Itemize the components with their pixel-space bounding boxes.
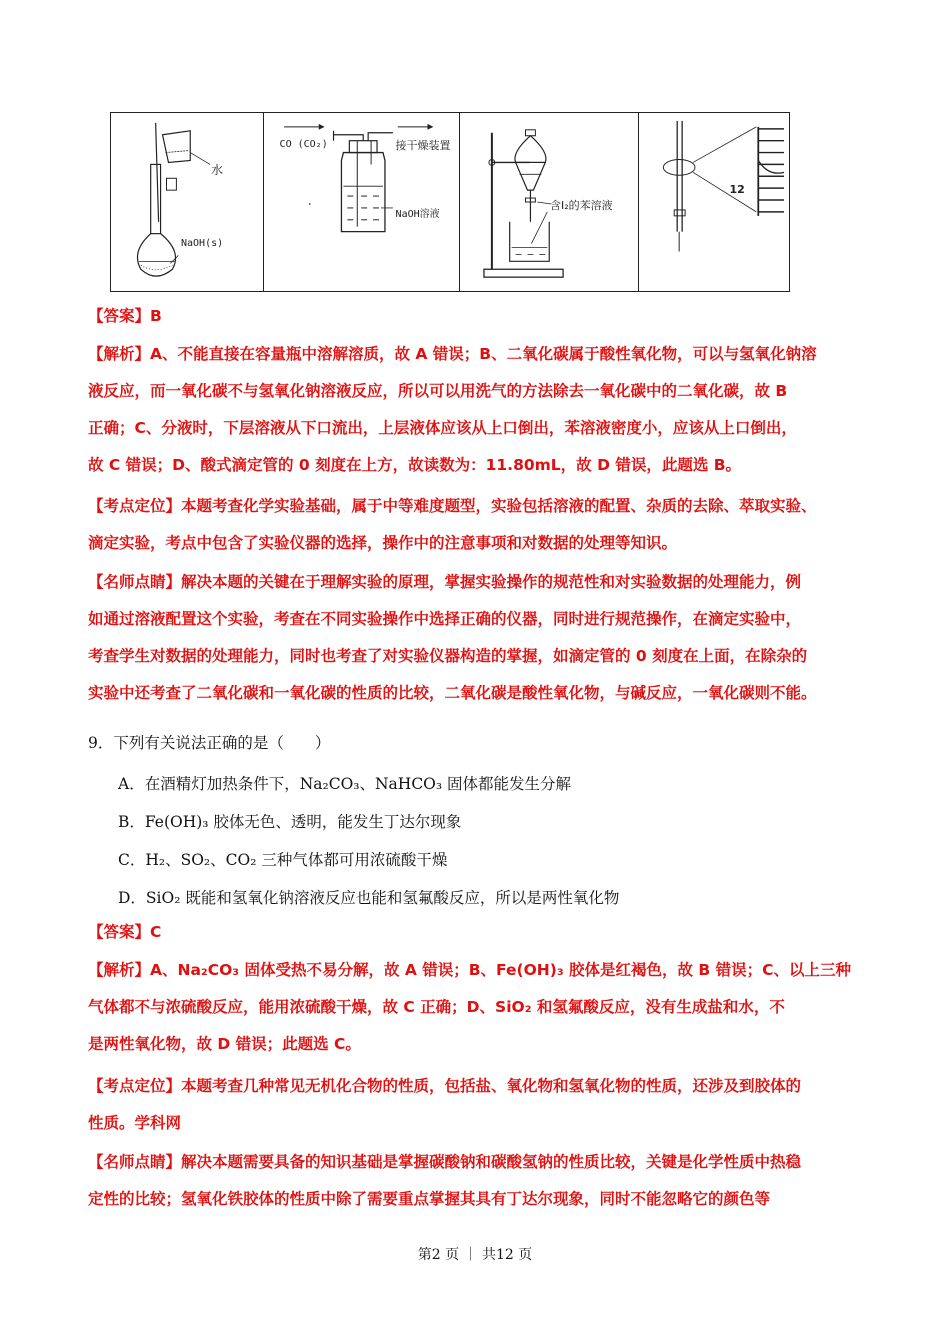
volumetric-flask-drawing bbox=[111, 113, 263, 291]
q8-key-point bbox=[88, 488, 878, 562]
q9-analysis-line-2: 气体都不与浓硫酸反应，能用浓硫酸干燥，故 C 正确；D、SiO₂ 和氢氟酸反应，没有生成盐和水，不 bbox=[88, 998, 785, 1016]
q9-point-line-2: 性质。学科网 bbox=[88, 1114, 182, 1132]
q9-analysis-line-1: 【解析】A、Na₂CO₃ 固体受热不易分解，故 A 错误；B、Fe(OH)₃ 胶体是红褐色，故 B 错误；C、以上三种 bbox=[88, 961, 852, 979]
q8-analysis-line-2: 液反应，而一氧化碳不与氢氧化钠溶液反应，所以可以用洗气的方法除去一氧化碳中的二氧化碳，故 B bbox=[88, 382, 788, 400]
q9-key-point bbox=[88, 1068, 878, 1142]
q9-option-d: D．SiO₂ 既能和氢氧化钠溶液反应也能和氢氟酸反应，所以是两性氧化物 bbox=[118, 889, 620, 907]
panel-separatory-funnel bbox=[460, 113, 639, 291]
q8-tip-line-3: 考查学生对数据的处理能力，同时也考查了对实验仪器构造的掌握，如滴定管的 0 刻度在上面，在除杂的 bbox=[88, 647, 808, 665]
q8-point-line-2: 滴定实验，考点中包含了实验仪器的选择，操作中的注意事项和对数据的处理等知识。 bbox=[88, 534, 678, 552]
q8-answer: 【答案】B bbox=[88, 307, 162, 325]
dryer-label: 接干燥装置 bbox=[395, 139, 451, 152]
q8-tip-line-2: 如通过溶液配置这个实验，考查在不同实验操作中选择正确的仪器，同时进行规范操作，在滴定实验中， bbox=[88, 610, 802, 628]
water-label: 水 bbox=[211, 163, 224, 177]
benzene-iodine-label: 含I₂的苯溶液 bbox=[549, 199, 613, 212]
q9-option-c: C．H₂、SO₂、CO₂ 三种气体都可用浓硫酸干燥 bbox=[118, 851, 448, 869]
q8-analysis-line-1: 【解析】A、不能直接在容量瓶中溶解溶质，故 A 错误；B、二氧化碳属于酸性氧化物，可以与氢氧化钠溶 bbox=[88, 345, 817, 363]
q9-option-b: B．Fe(OH)₃ 胶体无色、透明，能发生丁达尔现象 bbox=[118, 813, 462, 831]
q9-stem: 9．下列有关说法正确的是（ ） bbox=[88, 734, 331, 752]
panel-burette bbox=[639, 113, 789, 291]
q9-tip-line-2: 定性的比较；氢氧化铁胶体的性质中除了需要重点掌握其具有丁达尔现象，同时不能忽略它的颜色等 bbox=[88, 1190, 771, 1208]
panel-gas-washing bbox=[264, 113, 460, 291]
q9-point-line-1: 【考点定位】本题考查几种常见无机化合物的性质，包括盐、氧化物和氢氧化物的性质，还涉及到胶体的 bbox=[88, 1077, 802, 1095]
q9-tip-line-1: 【名师点睛】解决本题需要具备的知识基础是掌握碳酸钠和碳酸氢钠的性质比较，关键是化学性质中热稳 bbox=[88, 1153, 802, 1171]
page-footer: 第2 页 ｜ 共12 页 bbox=[417, 1247, 533, 1263]
q8-analysis bbox=[88, 336, 878, 484]
q8-point-line-1: 【考点定位】本题考查化学实验基础，属于中等难度题型，实验包括溶液的配置、杂质的去除、萃取实验、 bbox=[88, 497, 817, 515]
naoh-solid-label: NaOH(s) bbox=[181, 238, 224, 249]
q9-analysis bbox=[88, 952, 878, 1063]
q9-teacher-tip bbox=[88, 1144, 878, 1218]
q8-tip-line-1: 【名师点睛】解决本题的关键在于理解实验的原理，掌握实验操作的规范性和对实验数据的处理能力，例 bbox=[88, 573, 802, 591]
q8-teacher-tip bbox=[88, 564, 878, 712]
q8-tip-line-4: 实验中还考查了二氧化碳和一氧化碳的性质的比较，二氧化碳是酸性氧化物，与碱反应，一氧化碳则不能。 bbox=[88, 684, 817, 702]
q8-analysis-line-4: 故 C 错误；D、酸式滴定管的 0 刻度在上方，故读数为：11.80mL，故 D 错误，此题选 B。 bbox=[88, 456, 742, 474]
q9-option-a: A．在酒精灯加热条件下，Na₂CO₃、NaHCO₃ 固体都能发生分解 bbox=[118, 775, 572, 793]
q9-answer: 【答案】C bbox=[88, 923, 162, 941]
burette-drawing bbox=[639, 113, 789, 291]
q9-analysis-line-3: 是两性氧化物，故 D 错误；此题选 C。 bbox=[88, 1035, 361, 1053]
naoh-solution-label: NaOH溶液 bbox=[395, 209, 440, 220]
apparatus-figure bbox=[110, 112, 790, 292]
q8-analysis-line-3: 正确；C、分液时，下层溶液从下口流出，上层液体应该从上口倒出，苯溶液密度小，应该从上口倒出， bbox=[88, 419, 797, 437]
co-co2-label: CO (CO₂) bbox=[279, 139, 328, 150]
burette-reading-label: 12 bbox=[729, 183, 745, 196]
panel-volumetric-flask bbox=[111, 113, 264, 291]
